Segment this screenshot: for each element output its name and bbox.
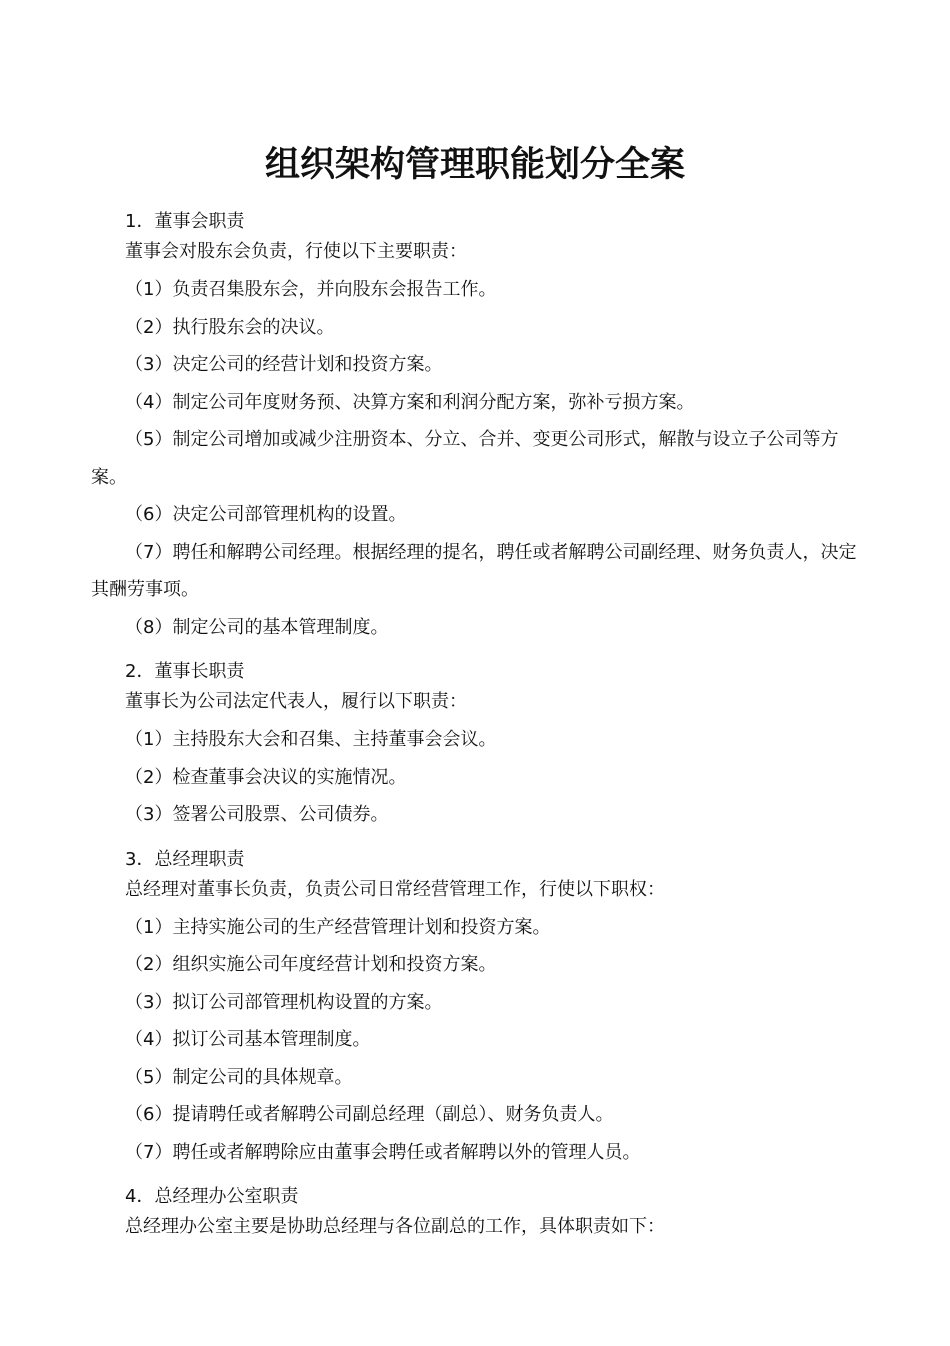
list-item: （6）提请聘任或者解聘公司副总经理（副总）、财务负责人。 <box>125 1104 614 1125</box>
list-item: （1）主持实施公司的生产经营管理计划和投资方案。 <box>125 916 551 938</box>
section-gm-office-duties <box>91 1182 861 1242</box>
list-item: （3）拟订公司部管理机构设置的方案。 <box>125 991 443 1013</box>
document-title: 组织架构管理职能划分全案 <box>264 145 685 185</box>
list-item: （6）决定公司部管理机构的设置。 <box>125 504 407 525</box>
list-item: （2）检查董事会决议的实施情况。 <box>125 766 407 788</box>
list-item: （4）制定公司年度财务预、决算方案和利润分配方案，弥补亏损方案。 <box>125 391 695 413</box>
list-item: （5）制定公司的具体规章。 <box>125 1066 353 1088</box>
list-item: （3）签署公司股票、公司债券。 <box>125 804 389 825</box>
section-intro: 董事长为公司法定代表人，履行以下职责： <box>125 691 467 712</box>
section-chairman-duties <box>91 657 861 834</box>
list-item: （7）聘任和解聘公司经理。根据经理的提名，聘任或者解聘公司副经理、财务负责人，决定其酬劳事项。 <box>91 541 857 600</box>
section-intro: 董事会对股东会负责，行使以下主要职责： <box>125 241 467 262</box>
list-item: （7）聘任或者解聘除应由董事会聘任或者解聘以外的管理人员。 <box>125 1141 641 1163</box>
section-gm-duties <box>91 845 861 1172</box>
section-heading: 2．董事长职责 <box>125 661 245 682</box>
section-heading: 3．总经理职责 <box>125 848 245 870</box>
section-intro: 总经理办公室主要是协助总经理与各位副总的工作，具体职责如下： <box>125 1216 665 1237</box>
list-item: （5）制定公司增加或减少注册资本、分立、合并、变更公司形式，解散与设立子公司等方案。 <box>91 429 839 488</box>
section-board-duties <box>91 207 861 646</box>
list-item: （1）主持股东大会和召集、主持董事会会议。 <box>125 729 497 750</box>
section-heading: 4．总经理办公室职责 <box>125 1186 299 1207</box>
document-body <box>91 207 861 1253</box>
list-item: （8）制定公司的基本管理制度。 <box>125 616 389 638</box>
list-item: （1）负责召集股东会，并向股东会报告工作。 <box>125 279 497 300</box>
section-intro: 总经理对董事长负责，负责公司日常经营管理工作，行使以下职权： <box>125 878 665 900</box>
list-item: （3）决定公司的经营计划和投资方案。 <box>125 354 443 375</box>
list-item: （4）拟订公司基本管理制度。 <box>125 1029 371 1050</box>
list-item: （2）执行股东会的决议。 <box>125 316 335 338</box>
section-heading: 1．董事会职责 <box>125 211 245 232</box>
list-item: （2）组织实施公司年度经营计划和投资方案。 <box>125 954 497 975</box>
